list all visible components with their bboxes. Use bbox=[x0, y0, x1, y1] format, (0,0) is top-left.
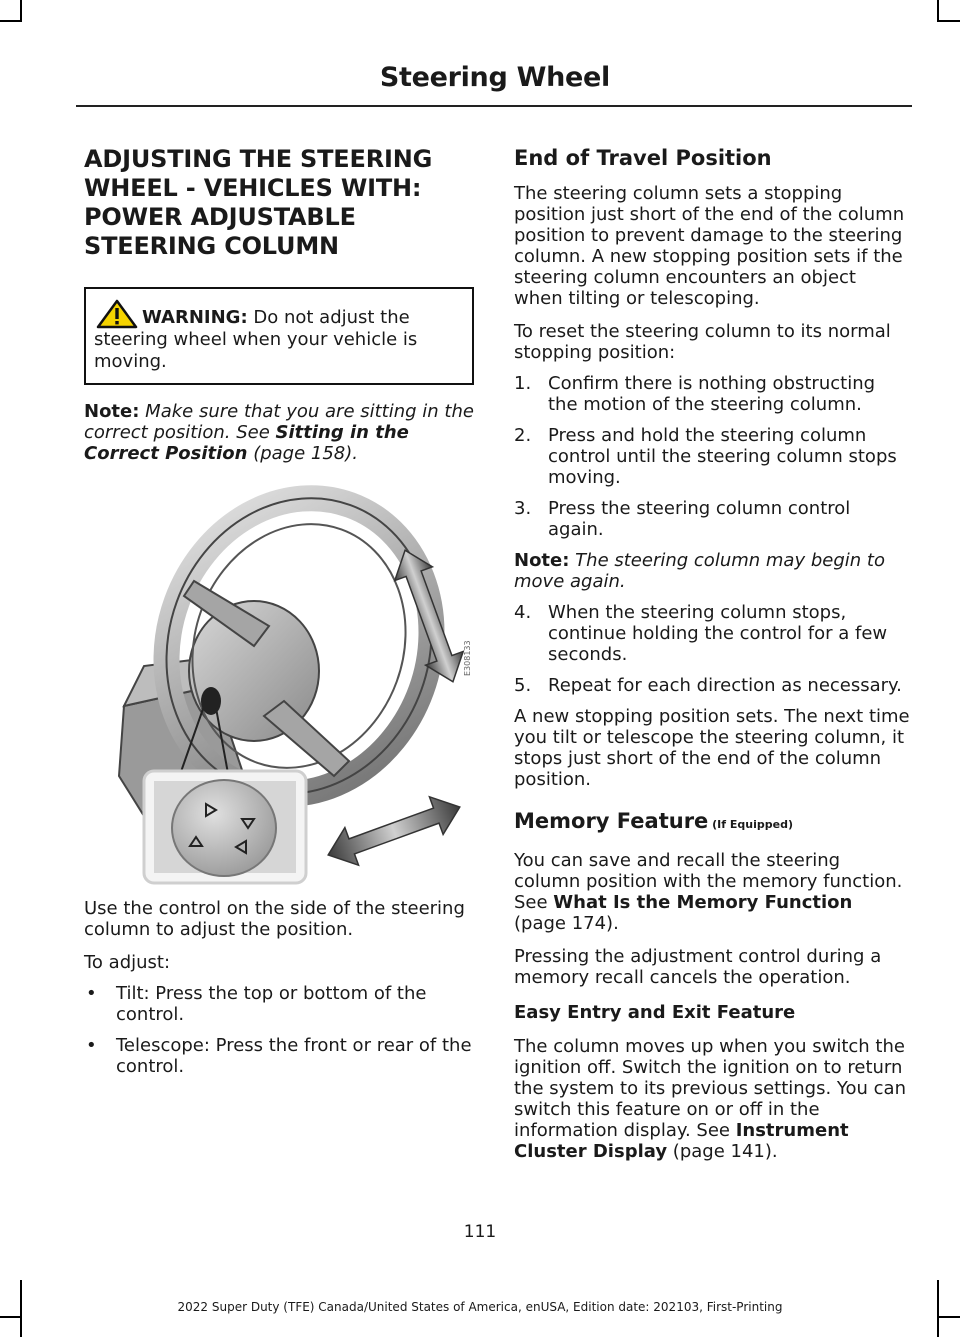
warning-box bbox=[84, 287, 474, 385]
warning-text: Do not adjust the steering wheel when your vehicle is moving. bbox=[94, 307, 418, 372]
reset-steps-list-continued bbox=[514, 602, 910, 696]
new-stopping-paragraph: A new stopping position sets. The next time you tilt or telescope the steering column, it stops just short of the end of the column position. bbox=[514, 706, 910, 790]
list-item: 4. When the steering column stops, continue holding the control for a few seconds. bbox=[514, 602, 888, 665]
tilt-arrow-icon bbox=[386, 543, 471, 688]
adjust-bullet-list bbox=[84, 983, 474, 1077]
end-of-travel-paragraph: The steering column sets a stopping position just short of the end of the column position to prevent damage to the steering column. A new stopping position sets if the steering column encounters an object when tilting or telescoping. bbox=[514, 183, 905, 309]
page-header-title: Steering Wheel bbox=[379, 62, 610, 93]
memory-cancel-paragraph: Pressing the adjustment control during a memory recall cancels the operation. bbox=[514, 946, 882, 988]
memory-paragraph: You can save and recall the steering column position with the memory function. See What Is the Memory Function (page 174). bbox=[514, 850, 903, 934]
crop-mark bbox=[937, 0, 939, 22]
warning-label: WARNING: bbox=[142, 307, 248, 328]
cross-reference-link[interactable]: What Is the Memory Function bbox=[553, 892, 853, 913]
figure-code: E308133 bbox=[463, 640, 472, 676]
reset-steps-list bbox=[514, 373, 910, 540]
end-of-travel-heading: End of Travel Position bbox=[514, 146, 772, 170]
memory-feature-heading: Memory Feature (If Equipped) bbox=[514, 809, 793, 833]
warning-triangle-icon bbox=[96, 299, 138, 329]
page-number: 111 bbox=[463, 1222, 497, 1242]
list-item: 5. Repeat for each direction as necessary. bbox=[514, 675, 902, 696]
to-adjust-label: To adjust: bbox=[84, 952, 171, 973]
note: Note: Make sure that you are sitting in the correct position. See Sitting in the Correct Position (page 158). bbox=[84, 401, 474, 464]
steering-wheel-drawing bbox=[84, 476, 474, 886]
list-item: 2. Press and hold the steering column control until the steering column stops moving. bbox=[514, 425, 897, 488]
cross-reference-link[interactable]: Instrument Cluster Display bbox=[514, 1120, 849, 1162]
easy-entry-heading: Easy Entry and Exit Feature bbox=[514, 1002, 796, 1023]
list-item: • Telescope: Press the front or rear of the control. bbox=[86, 1035, 472, 1077]
intro-paragraph: Use the control on the side of the steering column to adjust the position. bbox=[84, 898, 465, 940]
easy-entry-paragraph: The column moves up when you switch the ignition off. Switch the ignition on to return the system to its previous settings. You can switch this feature on or off in the information display. See Instrument Cluster Display (page 141). bbox=[514, 1036, 906, 1162]
list-item: • Tilt: Press the top or bottom of the control. bbox=[86, 983, 427, 1025]
header-rule bbox=[76, 105, 912, 107]
list-item: 3. Press the steering column control again. bbox=[514, 498, 851, 540]
crop-mark bbox=[938, 1316, 960, 1318]
crop-mark bbox=[20, 0, 22, 22]
section-heading: ADJUSTING THE STEERING WHEEL - VEHICLES WITH: POWER ADJUSTABLE STEERING COLUMN bbox=[84, 145, 433, 260]
cross-reference-link[interactable]: Sitting in the Correct Position bbox=[84, 422, 409, 464]
list-item: 1. Confirm there is nothing obstructing the motion of the steering column. bbox=[514, 373, 876, 415]
note: Note: The steering column may begin to move again. bbox=[514, 550, 885, 592]
telescope-arrow-icon bbox=[321, 788, 466, 873]
right-column bbox=[514, 145, 910, 1162]
steering-wheel-illustration bbox=[84, 476, 474, 886]
footer-edition-text: 2022 Super Duty (TFE) Canada/United States of America, enUSA, Edition date: 202103, First-Printing bbox=[177, 1300, 783, 1314]
crop-mark bbox=[938, 20, 960, 22]
crop-mark bbox=[0, 20, 22, 22]
crop-mark bbox=[0, 1316, 22, 1318]
left-column bbox=[84, 145, 474, 1087]
reset-intro-paragraph: To reset the steering column to its normal stopping position: bbox=[514, 321, 891, 363]
